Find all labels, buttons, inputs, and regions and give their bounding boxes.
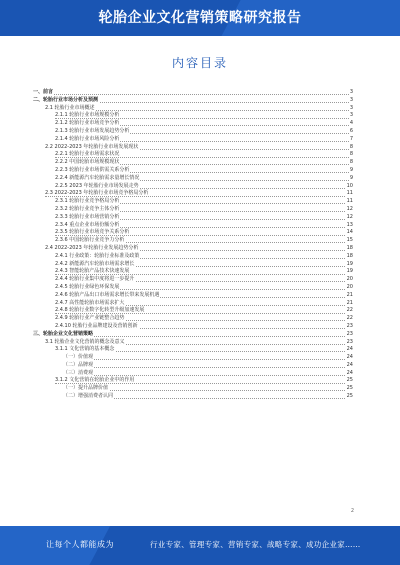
toc-entry-page: 24 (346, 369, 353, 376)
toc-entry-page: 8 (349, 151, 353, 158)
toc-entry[interactable] (33, 354, 353, 362)
toc-entry-page: 25 (346, 393, 353, 400)
toc-heading: 内容目录 (171, 56, 228, 70)
toc-entry-title: 2.1.1 轮胎行业市场规模分析 (55, 112, 120, 119)
toc-entry-title: 2.3.1 轮胎行业竞争格局分析 (55, 198, 120, 205)
toc-entry-title: 2.3.5 轮胎行业市场竞争关系分析 (55, 229, 130, 236)
toc-entry-page: 20 (346, 276, 353, 283)
toc-entry[interactable] (33, 206, 353, 214)
toc-entry[interactable] (33, 89, 353, 97)
toc-entry-page: 4 (349, 120, 353, 127)
toc-entry-title: 2.3.2 轮胎行业竞争主体分析 (55, 205, 120, 212)
toc-entry-page: 10 (346, 182, 353, 189)
toc-entry-page: 8 (349, 159, 353, 166)
toc-entry[interactable] (33, 190, 353, 198)
toc-entry-title: 2.2.1 轮胎行业市场需求状况 (55, 151, 120, 158)
toc-entry-page: 3 (349, 89, 353, 95)
toc-entry[interactable] (33, 198, 353, 206)
toc-entry[interactable] (33, 385, 353, 393)
toc-entry[interactable] (33, 229, 353, 237)
toc-entry-title: 2.3.6 中国轮胎行业竞争力分析 (55, 237, 125, 244)
toc-entry-title: 2.2.3 轮胎行业市场供需关系分析 (55, 166, 130, 173)
toc-entry-title: （二）品牌观 (63, 361, 94, 368)
toc-entry[interactable] (33, 128, 353, 136)
toc-entry-page: 21 (346, 299, 353, 306)
toc-entry-title: 2.2.4 新能源汽车轮胎需求量增长情况 (55, 174, 140, 181)
toc-entry-title: 2.1.4 轮胎行业市场风险分析 (55, 135, 120, 142)
toc-entry-title: 2.4.4 轮胎行业集中度将进一步提升 (55, 276, 135, 283)
toc-entry-title: （二）增强消费者认同 (63, 393, 114, 400)
toc-entry-page: 23 (346, 330, 353, 337)
toc-entry-title: （三）消费观 (63, 369, 94, 376)
toc-entry-title: 2.4.6 轮胎产品出口市场需求增长带来发展机遇 (55, 291, 160, 298)
toc-entry[interactable] (33, 307, 353, 315)
toc-entry-title: 2.4.9 轮胎行业产业链整合趋势 (55, 315, 125, 322)
toc-entry[interactable] (33, 97, 353, 105)
toc-entry[interactable] (33, 167, 353, 175)
toc-entry[interactable] (33, 175, 353, 183)
toc-entry-title: 2.2.5 2023 年轮胎行业市场发展走势 (55, 182, 139, 189)
report-title: 轮胎企业文化营销策略研究报告 (98, 10, 302, 26)
toc-entry[interactable] (33, 393, 353, 401)
dot-leader (33, 94, 353, 95)
dot-leader (63, 367, 353, 368)
toc-entry-page: 24 (346, 346, 353, 353)
toc-entry-title: 3.1 轮胎企业文化营销的概念及意义 (45, 338, 125, 345)
toc-entry-page: 24 (346, 361, 353, 368)
toc-entry-page: 3 (349, 96, 353, 103)
toc-entry-title: 2.2 2022-2023 年轮胎行业市场发展现状 (45, 143, 139, 150)
toc-entry-page: 23 (346, 322, 353, 329)
toc-entry-title: 3.1.1 文化营销的基本概念 (55, 346, 115, 353)
toc-entry-title: 三、轮胎企业文化营销策略 (33, 330, 94, 337)
toc-entry[interactable] (33, 323, 353, 331)
toc-entry-page: 7 (349, 135, 353, 142)
toc-entry-page: 19 (346, 260, 353, 267)
toc-entry-page: 9 (349, 174, 353, 181)
toc-entry[interactable] (33, 120, 353, 128)
page-number: 2 (350, 508, 354, 514)
toc-entry-title: 2.3.3 轮胎行业市场营销分析 (55, 213, 120, 220)
toc-entry-page: 23 (346, 338, 353, 345)
toc-entry-title: （一）价值观 (63, 354, 94, 361)
dot-leader (63, 375, 353, 376)
toc-entry[interactable] (33, 331, 353, 339)
toc-entry-page: 19 (346, 268, 353, 275)
toc-entry-page: 21 (346, 291, 353, 298)
toc-entry-title: （一）提升品牌价值 (63, 385, 109, 392)
toc-entry[interactable] (33, 315, 353, 323)
toc-entry-title: 2.1.3 轮胎行业市场发展趋势分析 (55, 127, 130, 134)
toc-entry-page: 25 (346, 377, 353, 384)
toc-entry[interactable] (33, 362, 353, 370)
toc-entry-page: 22 (346, 315, 353, 322)
toc-entry-page: 22 (346, 307, 353, 314)
toc-entry[interactable] (33, 136, 353, 144)
toc-entry-page: 12 (346, 205, 353, 212)
toc-entry-page: 12 (346, 213, 353, 220)
toc-entry-page: 3 (349, 104, 353, 111)
toc-entry-page: 15 (346, 237, 353, 244)
toc-entry[interactable] (33, 284, 353, 292)
toc-entry-page: 11 (346, 198, 353, 205)
toc-entry-page: 18 (346, 244, 353, 251)
header-banner (0, 0, 400, 36)
toc-entry[interactable] (33, 159, 353, 167)
toc-entry-page: 3 (349, 112, 353, 119)
toc-entry-page: 14 (346, 229, 353, 236)
toc-entry-page: 25 (346, 385, 353, 392)
footer-slogan: 让每个人都能成为 (46, 540, 114, 549)
toc-entry[interactable] (33, 214, 353, 222)
toc-entry-title: 3.1.2 文化营销在轮胎企业中的作用 (55, 377, 135, 384)
table-of-contents (33, 89, 353, 401)
toc-entry-title: 2.4.7 高性能轮胎市场需求扩大 (55, 299, 125, 306)
toc-entry[interactable] (33, 253, 353, 261)
toc-entry-title: 2.2.2 中国轮胎市场规模现状 (55, 159, 120, 166)
toc-entry-page: 6 (349, 127, 353, 134)
toc-entry-title: 2.4 2022-2023 年轮胎行业发展趋势分析 (45, 244, 139, 251)
toc-entry-title: 2.4.2 新能源汽车轮胎市场需求增长 (55, 260, 135, 267)
toc-entry[interactable] (33, 346, 353, 354)
toc-entry-page: 13 (346, 221, 353, 228)
toc-entry[interactable] (33, 292, 353, 300)
toc-entry-title: 2.4.5 轮胎行业绿色环保发展 (55, 283, 120, 290)
toc-entry[interactable] (33, 276, 353, 284)
toc-entry[interactable] (33, 245, 353, 253)
toc-entry-title: 2.4.8 轮胎行业数字化转型升级加速发展 (55, 307, 145, 314)
toc-entry-title: 2.3.4 重点企业市场份额分析 (55, 221, 120, 228)
toc-entry-page: 11 (346, 190, 353, 197)
toc-entry-page: 9 (349, 166, 353, 173)
toc-entry-page: 24 (346, 354, 353, 361)
toc-entry-page: 8 (349, 143, 353, 150)
toc-entry-title: 2.3 2022-2023 年轮胎行业市场竞争格局分析 (45, 190, 149, 197)
footer-tagline: 行业专家、管理专家、营销专家、战略专家、成功企业家…… (150, 540, 361, 549)
toc-entry-title: 2.4.10 轮胎行业品牌建设及营销创新 (55, 322, 138, 329)
toc-entry[interactable] (33, 268, 353, 276)
toc-entry[interactable] (33, 151, 353, 159)
toc-entry[interactable] (33, 237, 353, 245)
toc-entry-title: 2.1.2 轮胎行业市场竞争分析 (55, 120, 120, 127)
toc-entry-title: 2.4.3 智能轮胎产品技术快速发展 (55, 268, 130, 275)
toc-entry-title: 一、前言 (33, 89, 54, 95)
toc-entry-title: 2.4.1 行业政策：轮胎行业标准及政策 (55, 252, 140, 259)
toc-entry-page: 18 (346, 252, 353, 259)
dot-leader (63, 359, 353, 360)
toc-entry-title: 2.1 轮胎行业市场概述 (45, 104, 95, 111)
toc-entry-title: 二、轮胎行业市场分析及预测 (33, 96, 99, 103)
toc-entry-page: 20 (346, 283, 353, 290)
footer-banner (0, 526, 400, 565)
